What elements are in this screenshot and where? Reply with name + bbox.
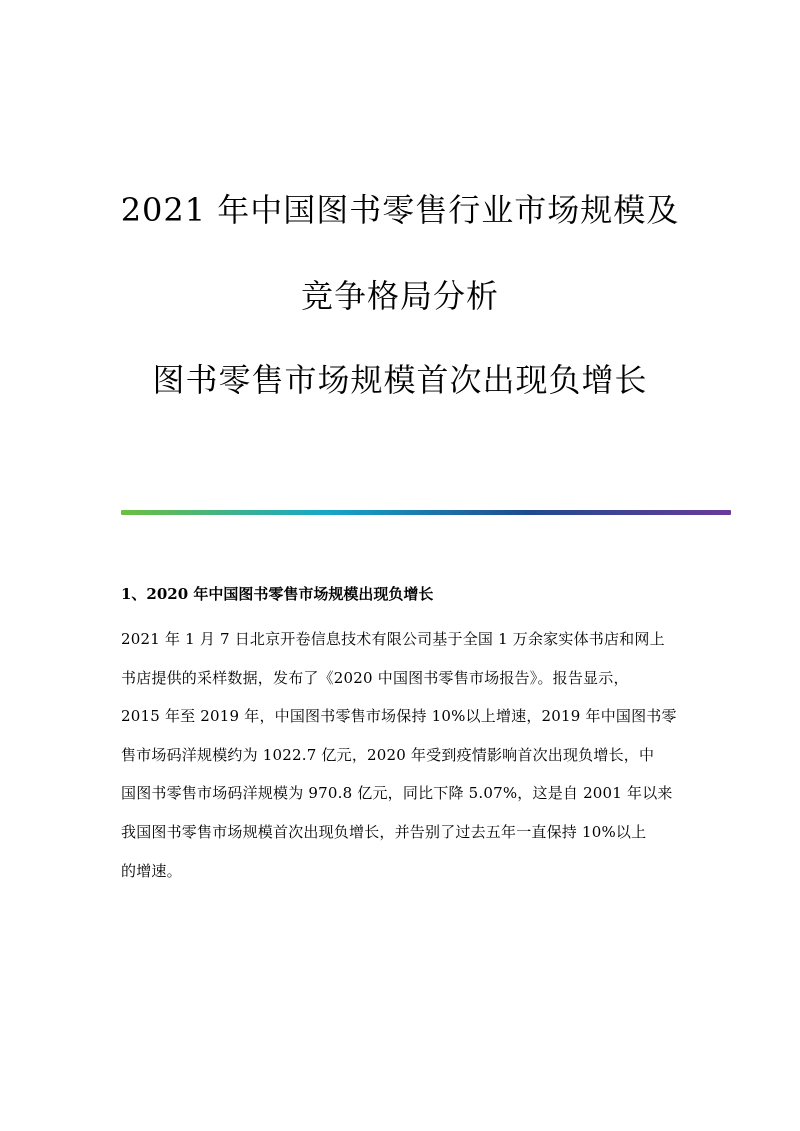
body-line: 2015 年至 2019 年，中国图书零售市场保持 10%以上增速，2019 年中国图书零 — [121, 707, 677, 726]
document-subtitle: 图书零售市场规模首次出现负增长 — [152, 361, 648, 399]
section-body-paragraph — [121, 628, 677, 898]
document-title-line-2: 竞争格局分析 — [300, 277, 499, 315]
body-line: 售市场码洋规模约为 1022.7 亿元，2020 年受到疫情影响首次出现负增长，中 — [121, 745, 655, 764]
gradient-divider — [121, 510, 731, 515]
body-line: 2021 年 1 月 7 日北京开卷信息技术有限公司基于全国 1 万余家实体书店和网上 — [121, 630, 665, 648]
body-line: 国图书零售市场码洋规模为 970.8 亿元，同比下降 5.07%，这是自 2001 年以来 — [121, 784, 673, 803]
body-line: 的增速。 — [121, 861, 182, 880]
body-line: 我国图书零售市场规模首次出现负增长，并告别了过去五年一直保持 10%以上 — [121, 822, 647, 841]
document-title-line-1: 2021 年中国图书零售行业市场规模及 — [120, 191, 680, 229]
section-heading: 1、2020 年中国图书零售市场规模出现负增长 — [121, 585, 434, 603]
body-line: 书店提供的采样数据，发布了《2020 中国图书零售市场报告》。报告显示， — [121, 668, 629, 687]
